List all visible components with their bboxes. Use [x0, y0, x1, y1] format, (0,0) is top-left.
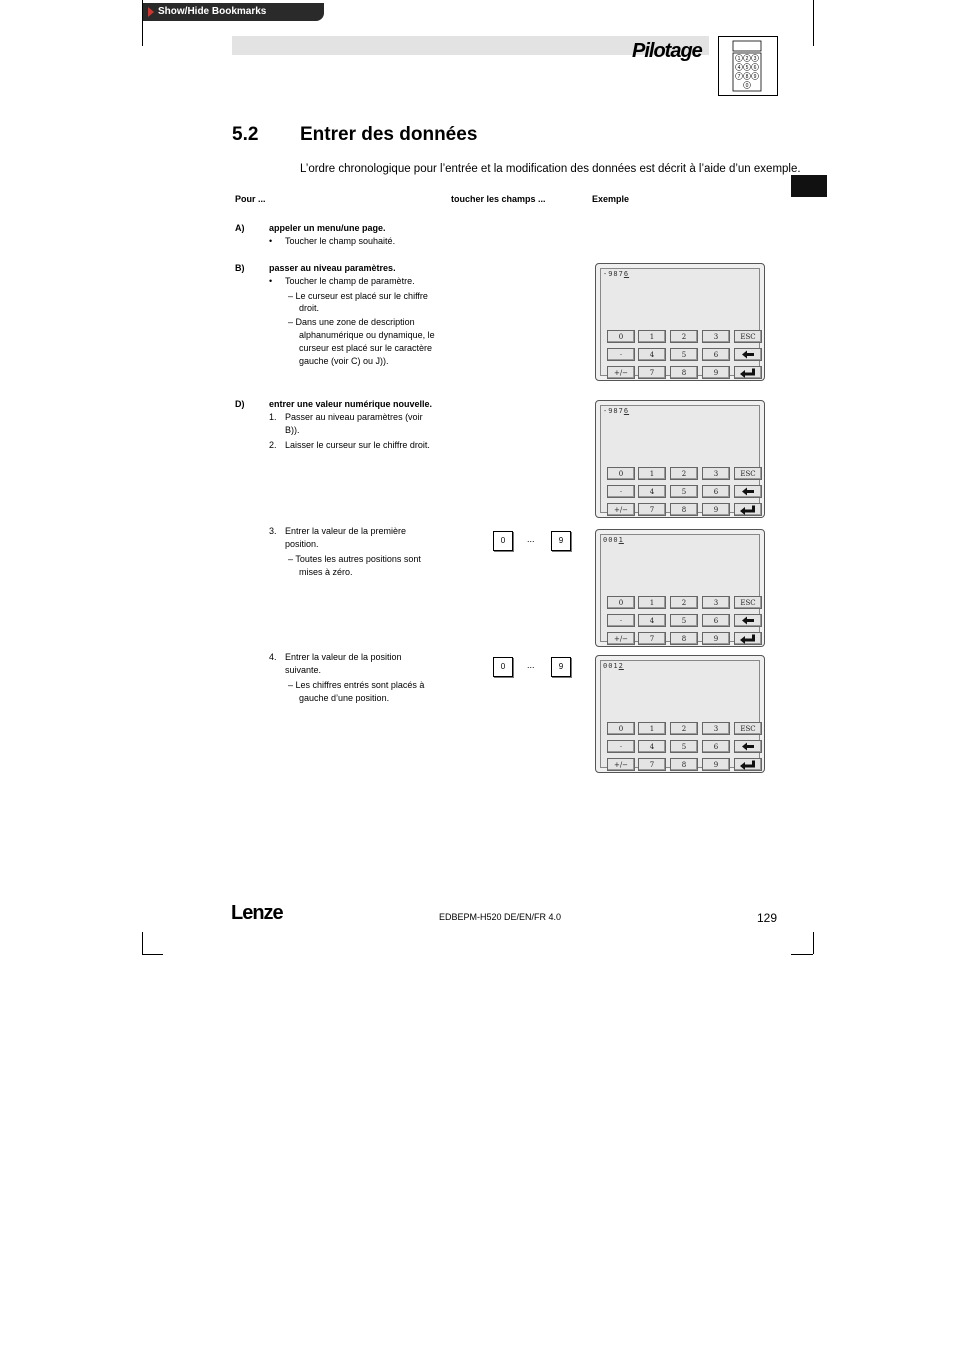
keypad-key[interactable]: 5	[670, 740, 698, 753]
step-item: Passer au niveau paramètres (voir	[285, 412, 423, 422]
display-value: 0001	[603, 536, 624, 544]
keypad-key[interactable]: 6	[702, 348, 730, 361]
keypad-key[interactable]: 4	[638, 740, 666, 753]
keypad-key[interactable]: 2	[670, 596, 698, 609]
section-title: Pilotage	[632, 40, 702, 62]
range-ellipsis: ...	[527, 534, 535, 544]
chapter-tab	[791, 175, 827, 197]
key-0-button[interactable]: 0	[493, 657, 513, 677]
keypad-key[interactable]: 6	[702, 740, 730, 753]
keypad-icon	[718, 36, 778, 96]
lenze-logo: Lenze	[231, 902, 283, 924]
icon-key: 8	[745, 74, 749, 80]
keypad-key[interactable]: 9	[702, 758, 730, 771]
triangle-right-icon	[148, 7, 154, 17]
keypad-key[interactable]: 6	[702, 485, 730, 498]
device-display-area	[600, 405, 760, 513]
keypad-key[interactable]: 7	[638, 366, 666, 379]
keypad-key[interactable]: ESC	[734, 330, 762, 343]
key-0-button[interactable]: 0	[493, 531, 513, 551]
keypad-key[interactable]: ·	[607, 348, 635, 361]
keypad-key[interactable]: ·	[607, 614, 635, 627]
key-9-button[interactable]: 9	[551, 657, 571, 677]
keypad-key[interactable]: 0	[607, 467, 635, 480]
document-id: EDBEPM-H520 DE/EN/FR 4.0	[439, 912, 562, 922]
device-screen	[595, 529, 765, 647]
keypad-key[interactable]: +/−	[607, 632, 635, 645]
keypad-key[interactable]: 4	[638, 614, 666, 627]
enter-icon[interactable]	[734, 758, 762, 771]
keypad-key[interactable]: 5	[670, 485, 698, 498]
icon-key: 2	[745, 56, 749, 62]
intro-text: L’ordre chronologique pour l’entrée et la modification des données est décrit à l’aide d’un exemple.	[300, 163, 801, 175]
keypad-key[interactable]: 2	[670, 467, 698, 480]
bookmark-label: Show/Hide Bookmarks	[158, 6, 267, 17]
icon-key: 5	[745, 65, 749, 71]
crop-mark	[791, 954, 813, 955]
step-item: Laisser le curseur sur le chiffre droit.	[285, 440, 430, 450]
step-note: droit.	[299, 303, 320, 313]
backspace-icon[interactable]	[734, 740, 762, 753]
keypad-key[interactable]: +/−	[607, 503, 635, 516]
keypad-key[interactable]: 3	[702, 330, 730, 343]
keypad-key[interactable]: 3	[702, 722, 730, 735]
show-hide-bookmarks-button[interactable]	[142, 3, 324, 21]
keypad-key[interactable]: 8	[670, 366, 698, 379]
icon-key: 0	[745, 83, 749, 89]
keypad-key[interactable]: ·	[607, 740, 635, 753]
column-header: toucher les champs ...	[451, 194, 546, 204]
keypad-key[interactable]: 5	[670, 348, 698, 361]
backspace-icon[interactable]	[734, 348, 762, 361]
keypad-key[interactable]: ESC	[734, 596, 762, 609]
keypad-key[interactable]: 1	[638, 467, 666, 480]
device-display-area	[600, 660, 760, 768]
keypad-key[interactable]: 7	[638, 632, 666, 645]
keypad-key[interactable]: 2	[670, 330, 698, 343]
keypad-key[interactable]: 5	[670, 614, 698, 627]
icon-key: 6	[753, 65, 757, 71]
keypad-key[interactable]: ESC	[734, 467, 762, 480]
display-value: -9876	[603, 407, 630, 415]
keypad-key[interactable]: 8	[670, 758, 698, 771]
range-ellipsis: ...	[527, 660, 535, 670]
step-note: mises à zéro.	[299, 567, 353, 577]
keypad-key[interactable]: 0	[607, 596, 635, 609]
item-number: 3.	[269, 526, 277, 536]
step-letter: D)	[235, 399, 245, 409]
step-item: B)).	[285, 425, 300, 435]
step-title: passer au niveau paramètres.	[269, 263, 396, 273]
crop-mark	[813, 0, 814, 46]
column-header: Pour ...	[235, 194, 266, 204]
device-screen	[595, 263, 765, 381]
step-note: – Le curseur est placé sur le chiffre	[288, 291, 428, 301]
step-title: entrer une valeur numérique nouvelle.	[269, 399, 433, 409]
keypad-key[interactable]: 4	[638, 348, 666, 361]
step-item: position.	[285, 539, 319, 549]
keypad-key[interactable]: 0	[607, 330, 635, 343]
keypad-key[interactable]: 7	[638, 503, 666, 516]
keypad-key[interactable]: 9	[702, 503, 730, 516]
crop-mark	[142, 932, 143, 954]
icon-key: 3	[753, 56, 757, 62]
keypad-key[interactable]: +/−	[607, 366, 635, 379]
device-screen	[595, 400, 765, 518]
step-note: gauche (voir C) ou J)).	[299, 356, 389, 366]
step-note: curseur est placé sur le caractère	[299, 343, 433, 353]
keypad-key[interactable]: 3	[702, 596, 730, 609]
keypad-key[interactable]: +/−	[607, 758, 635, 771]
keypad-key[interactable]: 8	[670, 503, 698, 516]
icon-key: 1	[737, 56, 741, 62]
key-9-button[interactable]: 9	[551, 531, 571, 551]
keypad-key[interactable]: 1	[638, 722, 666, 735]
icon-key: 7	[737, 74, 741, 80]
item-number: 1.	[269, 412, 277, 422]
display-value: 0012	[603, 662, 624, 670]
icon-key: 9	[753, 74, 757, 80]
heading-title: Entrer des données	[300, 124, 478, 145]
step-bullet: Toucher le champ de paramètre.	[285, 276, 415, 286]
backspace-icon[interactable]	[734, 485, 762, 498]
enter-icon[interactable]	[734, 632, 762, 645]
enter-icon[interactable]	[734, 503, 762, 516]
device-display-area	[600, 534, 760, 642]
crop-mark	[813, 932, 814, 954]
step-note: – Dans une zone de description	[288, 317, 415, 327]
column-header: Exemple	[592, 194, 630, 204]
keypad-key[interactable]: 9	[702, 366, 730, 379]
step-letter: B)	[235, 263, 245, 273]
item-number: 2.	[269, 440, 277, 450]
page-number: 129	[757, 911, 778, 925]
keypad-key[interactable]: 7	[638, 758, 666, 771]
enter-icon[interactable]	[734, 366, 762, 379]
keypad-key[interactable]: 1	[638, 596, 666, 609]
keypad-key[interactable]: ·	[607, 485, 635, 498]
step-bullet: Toucher le champ souhaité.	[285, 236, 396, 246]
step-note: alphanumérique ou dynamique, le	[299, 330, 435, 340]
backspace-icon[interactable]	[734, 614, 762, 627]
keypad-key[interactable]: ESC	[734, 722, 762, 735]
keypad-key[interactable]: 2	[670, 722, 698, 735]
crop-mark	[142, 954, 163, 955]
display-value: -9876	[603, 270, 630, 278]
item-number: 4.	[269, 652, 277, 662]
keypad-key[interactable]: 1	[638, 330, 666, 343]
keypad-key[interactable]: 3	[702, 467, 730, 480]
keypad-key[interactable]: 9	[702, 632, 730, 645]
keypad-key[interactable]: 0	[607, 722, 635, 735]
heading-number: 5.2	[232, 124, 259, 145]
keypad-key[interactable]: 6	[702, 614, 730, 627]
step-item: Entrer la valeur de la position	[285, 652, 402, 662]
step-note: – Toutes les autres positions sont	[288, 554, 421, 564]
step-item: Entrer la valeur de la première	[285, 526, 407, 536]
device-screen	[595, 655, 765, 773]
step-note: gauche d’une position.	[299, 693, 390, 703]
keypad-key[interactable]: 8	[670, 632, 698, 645]
step-item: suivante.	[285, 665, 322, 675]
crop-mark	[142, 0, 143, 46]
icon-key: 4	[737, 65, 741, 71]
step-note: – Les chiffres entrés sont placés à	[288, 680, 425, 690]
device-display-area	[600, 268, 760, 376]
step-title: appeler un menu/une page.	[269, 223, 386, 233]
keypad-key[interactable]: 4	[638, 485, 666, 498]
step-letter: A)	[235, 223, 245, 233]
